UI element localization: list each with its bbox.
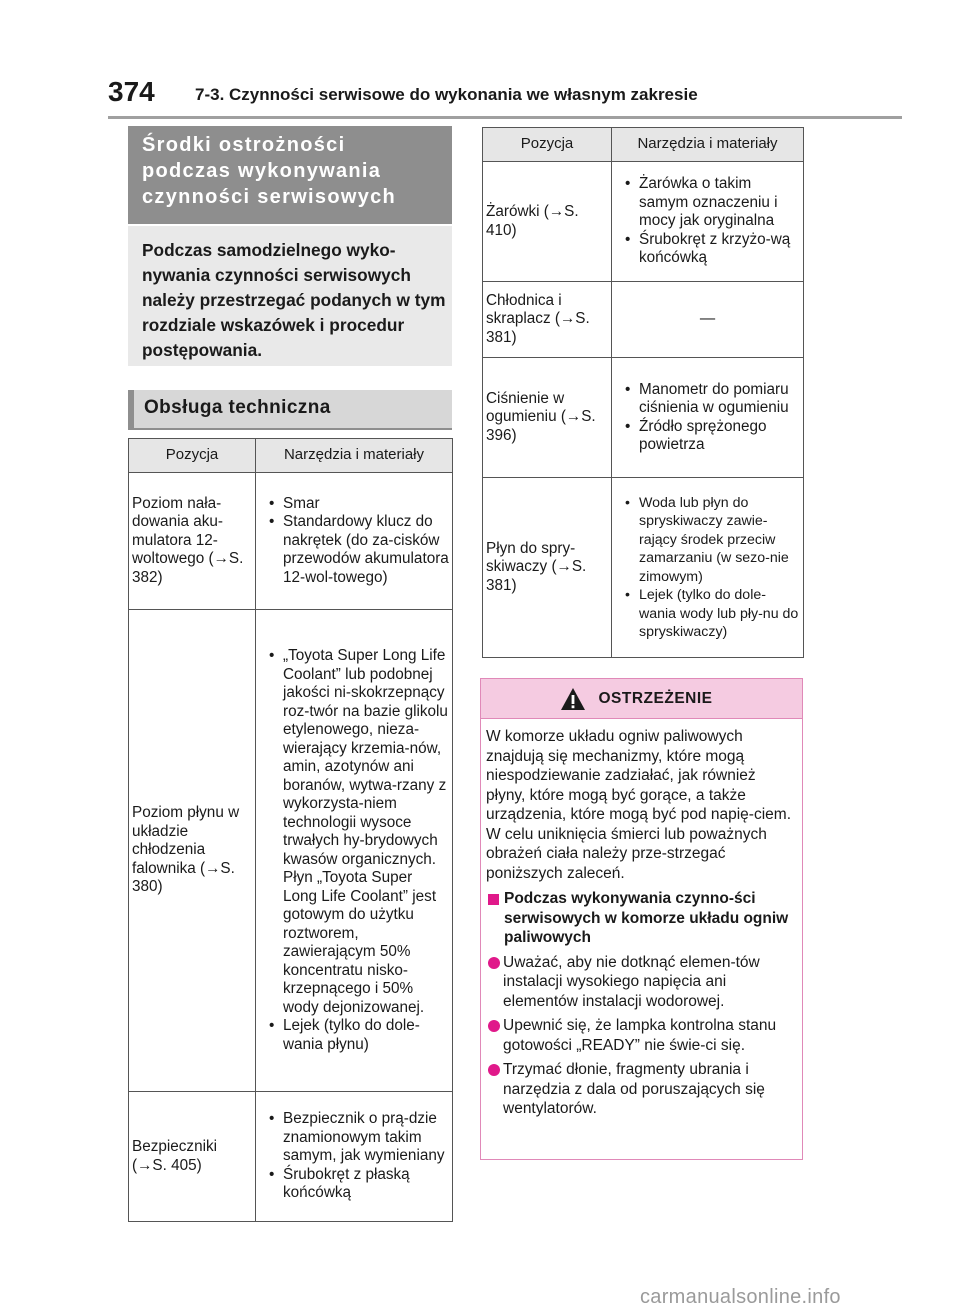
tool-item: • Śrubokręt z krzyżo-wą końcówką	[615, 231, 800, 268]
tool-item: • Bezpiecznik o prą-dzie znamionowym takim samym, jak wymieniany	[259, 1110, 449, 1166]
table-row	[483, 358, 804, 478]
table-row	[129, 1092, 453, 1222]
chapter-title: 7-3. Czynności serwisowe do wykonania we własnym zakresie	[195, 85, 698, 104]
table-row	[129, 610, 453, 1092]
circle-bullet-icon	[488, 1020, 500, 1032]
position-cell: Ciśnienie w ogumieniu (→S. 396)	[483, 358, 612, 478]
tool-item: • Lejek (tylko do dole-wania wody lub pły-nu do spryskiwaczy)	[615, 586, 800, 642]
position-cell: Bezpieczniki (→S. 405)	[129, 1092, 256, 1222]
tool-item: • Woda lub płyn do spryskiwaczy zawie-rający środek przeciw zamarzaniu (w sezo-nie zimowym)	[615, 494, 800, 587]
warning-item-text: Uważać, aby nie dotknąć elemen-tów instalacji wysokiego napięcia ani elementów instalacji wodorowej.	[503, 953, 760, 1010]
position-cell: Poziom nała-dowania aku-mulatora 12-woltowego (→S. 382)	[129, 473, 256, 610]
warning-item-text: Trzymać dłonie, fragmenty ubrania i narzędzia z dala od poruszających się wentylatorów.	[503, 1061, 765, 1117]
position-cell: Płyn do spry-skiwaczy (→S. 381)	[483, 478, 612, 658]
column-header-tools: Narzędzia i materiały	[256, 439, 453, 473]
header-divider	[108, 116, 902, 119]
table-row	[483, 478, 804, 658]
subsection-title: Obsługa techniczna	[128, 390, 452, 428]
tool-item: • Źródło sprężonego powietrza	[615, 418, 800, 455]
square-bullet-icon	[488, 894, 499, 905]
column-header-position: Pozycja	[483, 128, 612, 162]
tools-cell	[256, 473, 453, 610]
tool-note: Płyn „Toyota Super Long Life Coolant” jest gotowym do użytku roztworem, zawierającym 50% koncentratu nisko-krzepnącego i 50% wody dejonizowanej.	[283, 869, 437, 1016]
tools-cell	[612, 478, 804, 658]
warning-triangle-icon	[560, 687, 586, 711]
intro-text: Podczas samodzielnego wyko-nywania czynności serwisowych należy przestrzegać podanych w tym rozdziale wskazówek i procedur postępowania.	[128, 226, 452, 366]
subsection-divider	[128, 428, 452, 430]
column-header-position: Pozycja	[129, 439, 256, 473]
warning-item	[486, 1016, 792, 1055]
tool-item: • Smar	[259, 495, 449, 514]
warning-box	[480, 678, 803, 1160]
position-cell: Żarówki (→S. 410)	[483, 162, 612, 282]
table-row	[483, 162, 804, 282]
warning-item	[486, 1060, 792, 1119]
circle-bullet-icon	[488, 957, 500, 969]
tool-item: • Manometr do pomiaru ciśnienia w ogumieniu	[615, 381, 800, 418]
warning-subheading	[486, 889, 792, 948]
maintenance-table-right	[482, 127, 804, 658]
column-header-tools: Narzędzia i materiały	[612, 128, 804, 162]
warning-intro: W komorze układu ogniw paliwowych znajdują się mechanizmy, które mogą niespodziewanie zadziałać, jak również płyny, które mogą być gorące, a także urządzenia, które mogą być pod napię-ciem. W celu uniknięcia śmierci lub poważnych obrażeń ciała należy prze-strzegać poniższych zaleceń.	[486, 728, 791, 882]
table-row	[129, 473, 453, 610]
watermark: carmanualsonline.info	[640, 1286, 841, 1308]
warning-title: OSTRZEŻENIE	[598, 689, 713, 707]
tool-item: • „Toyota Super Long Life Coolant” lub podobnej jakości ni-skokrzepnący roz-twór na bazie glikolu etylenowego, nieza-wierający krzemia-nów, amin, azotynów ani boranów, wytwa-rzany z wykorzysta-niem technologii wysoce trwałych hy-brydowych kwasów organicznych.	[259, 647, 449, 869]
tool-item: • Standardowy klucz do nakrętek (do za-cisków przewodów akumulatora 12-wol-towego)	[259, 513, 449, 587]
warning-item-text: Upewnić się, że lampka kontrolna stanu gotowości „READY” nie świe-ci się.	[503, 1017, 777, 1054]
tools-cell	[256, 1092, 453, 1222]
warning-item	[486, 953, 792, 1012]
tool-item: • Lejek (tylko do dole-wania płynu)	[259, 1017, 449, 1054]
section-title: Środki ostrożności podczas wykonywania czynności serwisowych	[128, 126, 452, 224]
tools-cell	[612, 162, 804, 282]
page-number: 374	[108, 76, 155, 107]
table-row	[483, 282, 804, 358]
circle-bullet-icon	[488, 1064, 500, 1076]
tools-cell: —	[612, 282, 804, 358]
tool-item: • Śrubokręt z płaską końcówką	[259, 1166, 449, 1203]
tool-item: • Żarówka o takim samym oznaczeniu i mocy jak oryginalna	[615, 175, 800, 231]
warning-subheading-text: Podczas wykonywania czynno-ści serwisowych w komorze układu ogniw paliwowych	[504, 890, 789, 946]
maintenance-table-left	[128, 438, 453, 1222]
tools-cell	[612, 358, 804, 478]
warning-header	[481, 679, 802, 719]
position-cell: Chłodnica i skraplacz (→S. 381)	[483, 282, 612, 358]
position-cell: Poziom płynu w układzie chłodzenia falownika (→S. 380)	[129, 610, 256, 1092]
tools-cell	[256, 610, 453, 1092]
